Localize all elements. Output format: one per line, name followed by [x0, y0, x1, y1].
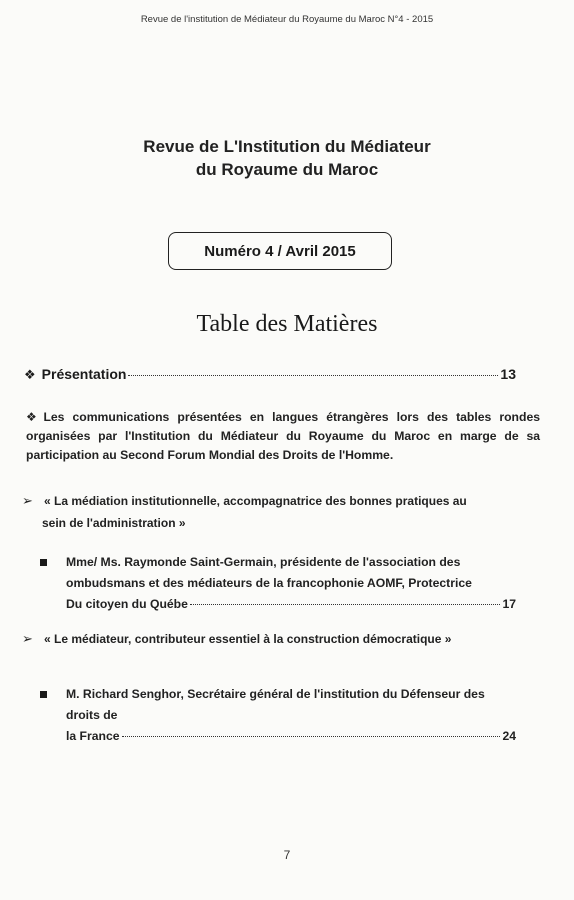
entry-1-line2: ombudsmans et des médiateurs de la francophonie AOMF, Protectrice — [66, 576, 472, 590]
presentation-label: Présentation — [41, 366, 127, 382]
section-2-line1: « Le médiateur, contributeur essentiel à la construction démocratique » — [44, 632, 452, 646]
issue-label: Numéro 4 / Avril 2015 — [204, 242, 356, 260]
dot-leader — [122, 736, 501, 737]
dot-leader — [190, 604, 501, 605]
arrow-bullet-icon: ➢ — [22, 493, 33, 508]
toc-intro — [26, 408, 540, 465]
entry-1-page: 17 — [502, 597, 516, 611]
toc-intro-text: Les communications présentées en langues étrangères lors des tables rondes organisées par l'Institution du Médiateur du Royaume du Maroc en marge de sa participation au Second Forum Mondial des Droits de l'Homme. — [26, 410, 540, 462]
running-header: Revue de l'institution de Médiateur du Royaume du Maroc N°4 - 2015 — [140, 14, 434, 25]
page-number: 7 — [283, 848, 291, 862]
arrow-bullet-icon: ➢ — [22, 631, 33, 646]
journal-title-line2: du Royaume du Maroc — [195, 160, 379, 179]
square-bullet-icon — [40, 691, 47, 698]
entry-1-line3: Du citoyen du Québe — [66, 597, 188, 611]
issue-box — [168, 232, 392, 270]
entry-2-line2: la France — [66, 729, 120, 743]
toc-entry-saint-germain[interactable] — [38, 552, 516, 615]
journal-title — [0, 135, 574, 181]
section-1-line1: « La médiation institutionnelle, accompagnatrice des bonnes pratiques au — [44, 494, 467, 508]
entry-2-line1: M. Richard Senghor, Secrétaire général de l'institution du Défenseur des droits de — [66, 687, 485, 722]
dot-leader — [128, 375, 498, 376]
entry-2-page: 24 — [502, 729, 516, 743]
diamond-bullet-icon: ❖ — [24, 367, 36, 382]
presentation-page: 13 — [500, 366, 516, 382]
section-1-line2: sein de l'administration » — [42, 516, 186, 530]
diamond-bullet-icon: ❖ — [26, 410, 42, 424]
toc-heading: Table des Matières — [196, 311, 378, 337]
entry-1-line1: Mme/ Ms. Raymonde Saint-Germain, présidente de l'association des — [66, 555, 461, 569]
section-heading-2 — [22, 628, 512, 650]
section-heading-1 — [22, 490, 512, 534]
square-bullet-icon — [40, 559, 47, 566]
toc-entry-presentation[interactable] — [24, 366, 516, 383]
journal-title-line1: Revue de L'Institution du Médiateur — [143, 137, 431, 156]
toc-entry-senghor[interactable] — [38, 684, 516, 747]
